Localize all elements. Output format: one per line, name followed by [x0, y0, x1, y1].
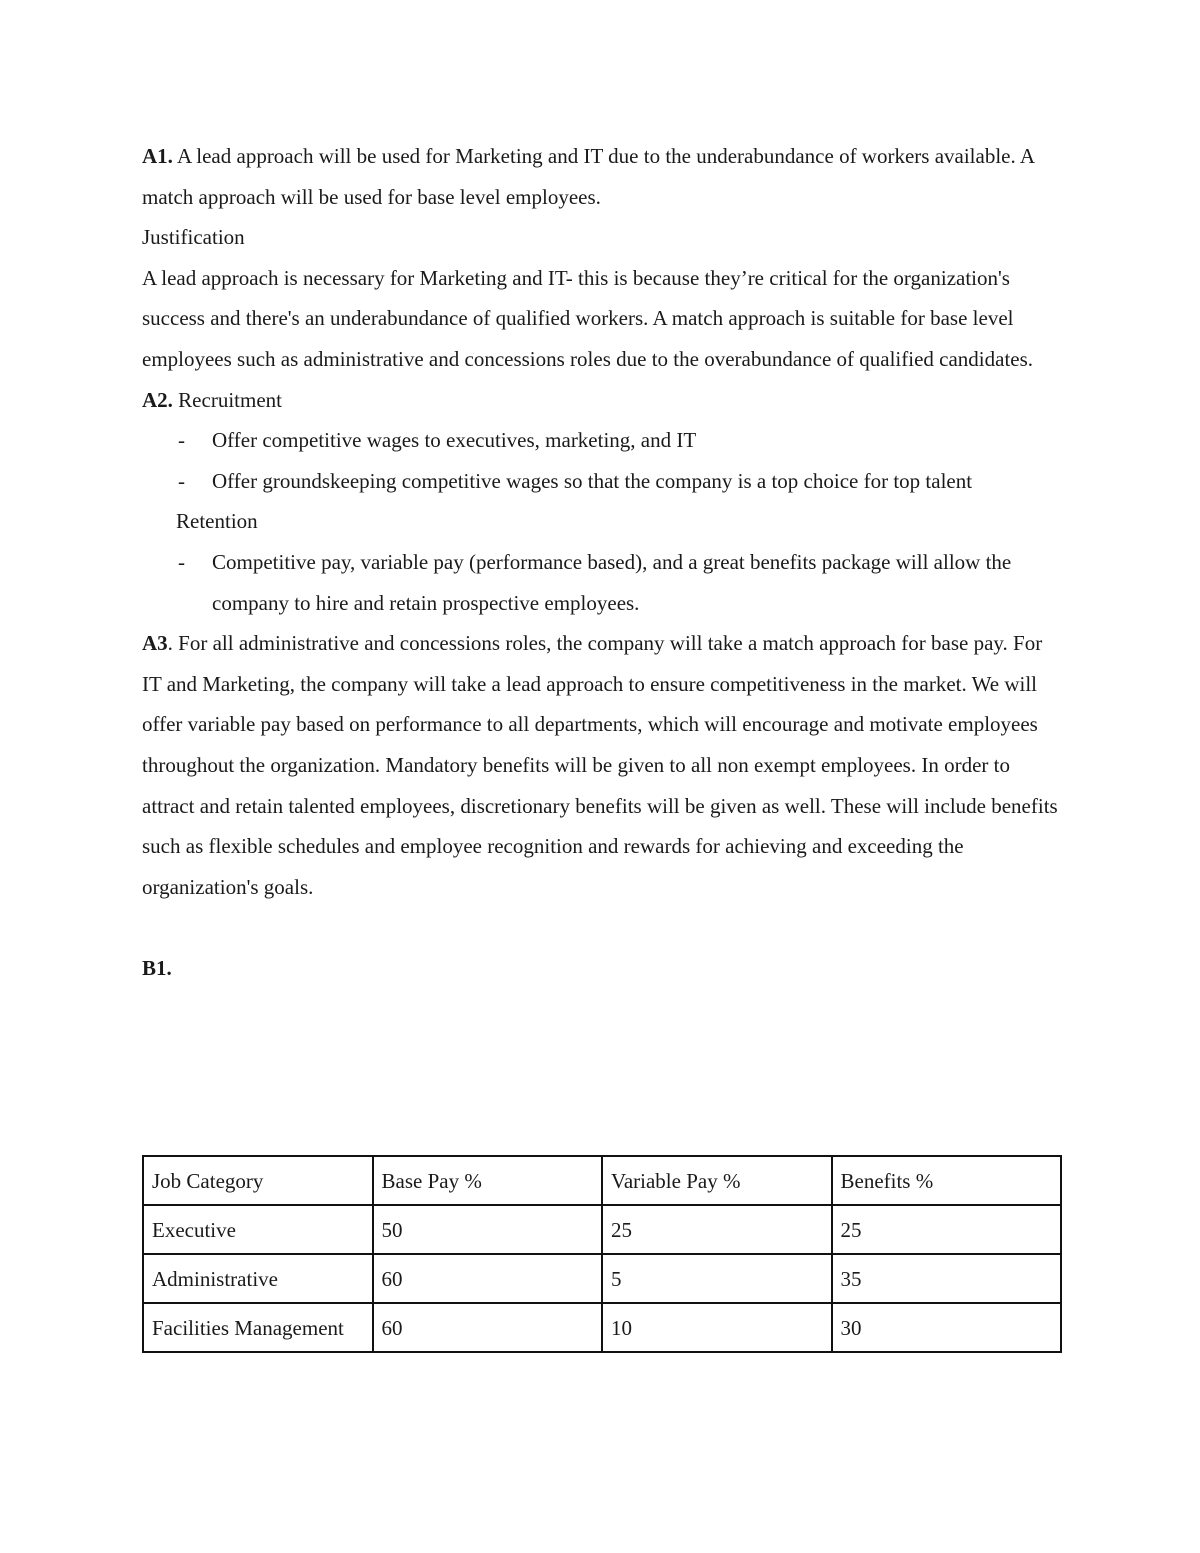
list-item-text: Competitive pay, variable pay (performance based), and a great benefits package will allow the company to hire and retain prospective employees.	[212, 549, 1012, 615]
table-cell: 25	[832, 1205, 1062, 1254]
compensation-table	[142, 1155, 1062, 1353]
table-cell: 30	[832, 1303, 1062, 1352]
table-cell: 5	[602, 1254, 832, 1303]
retention-list	[142, 542, 1062, 623]
a1-label: A1.	[142, 144, 173, 168]
spacer	[142, 907, 1062, 948]
list-item-text: Offer competitive wages to executives, marketing, and IT	[212, 428, 697, 453]
table-row	[143, 1254, 1061, 1303]
table-cell: Facilities Management	[143, 1303, 373, 1352]
b1-label: B1.	[142, 955, 172, 980]
bullet-dash: -	[178, 549, 185, 574]
recruitment-heading: Recruitment	[172, 387, 282, 412]
table-cell: 10	[602, 1303, 832, 1352]
table-cell: 60	[373, 1254, 603, 1303]
table-row	[143, 1205, 1061, 1254]
list-item	[178, 542, 1062, 623]
table-cell: Administrative	[143, 1254, 373, 1303]
a3-paragraph	[142, 623, 1062, 907]
table-header-cell: Job Category	[143, 1156, 373, 1205]
bullet-dash: -	[178, 468, 185, 493]
list-item-text: Offer groundskeeping competitive wages so that the company is a top choice for top talent	[212, 468, 973, 493]
document-body	[142, 136, 1062, 1028]
bullet-dash: -	[178, 428, 185, 453]
list-item	[178, 461, 1062, 502]
list-item	[178, 420, 1062, 461]
table-cell: 60	[373, 1303, 603, 1352]
table-row	[143, 1303, 1061, 1352]
table-cell: 25	[602, 1205, 832, 1254]
table-header-row	[143, 1156, 1061, 1205]
a1-paragraph	[142, 136, 1062, 217]
table-header-cell: Benefits %	[832, 1156, 1062, 1205]
a2-paragraph	[142, 380, 1062, 421]
a2-label: A2.	[142, 387, 173, 412]
a3-text: . For all administrative and concessions roles, the company will take a match approach for base pay. For IT and Marketing, the company will take a lead approach to ensure competitiveness in the market. We will offer variable pay based on performance to all departments, which will encourage and motivate employees throughout the organization. Mandatory benefits will be given to all non exempt employees. In order to attract and retain talented employees, discretionary benefits will be given as well. These will include benefits such as flexible schedules and employee recognition and rewards for achieving and exceeding the organization's goals.	[142, 631, 1058, 899]
justification-text: A lead approach is necessary for Marketing and IT- this is because they’re critical for the organization's success and there's an underabundance of qualified workers. A match approach is suitable for base level employees such as administrative and concessions roles due to the overabundance of qualified candidates.	[142, 265, 1034, 371]
justification-heading: Justification	[142, 225, 245, 250]
table-cell: 35	[832, 1254, 1062, 1303]
a3-label: A3	[142, 631, 168, 656]
a1-text: A lead approach will be used for Marketing and IT due to the underabundance of workers available. A match approach will be used for base level employees.	[142, 144, 1034, 209]
recruitment-list	[142, 420, 1062, 501]
table-cell: 50	[373, 1205, 603, 1254]
table-header-cell: Base Pay %	[373, 1156, 603, 1205]
table-header-cell: Variable Pay %	[602, 1156, 832, 1205]
table-cell: Executive	[143, 1205, 373, 1254]
retention-heading: Retention	[176, 509, 258, 534]
